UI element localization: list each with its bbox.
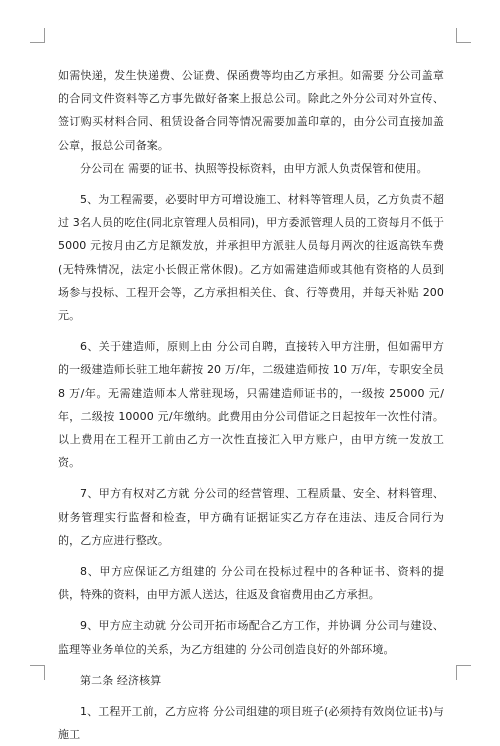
paragraph: 1、工程开工前，乙方应将 分公司组建的项目班子(必须持有效岗位证书)与施工 bbox=[58, 705, 444, 742]
paragraph: 5、为工程需要，必要时甲方可增设施工、材料等管理人员，乙方负责不超过 3名人员的吃住(同北京管理人员相同)，甲方委派管理人员的工资每月不低于 5000 元按月由乙方足额发放，并承担甲方派驻人员每月两次的往返高铁车费(无特殊情况，法定小长假正常休假)。乙方如需建造师或其他有资格的人员到场参与投标、工程开会等，乙方承担相关住、食、行等费用，并每天补贴 200 元。 bbox=[58, 193, 444, 323]
paragraph: 分公司在 需要的证书、执照等投标资料，由甲方派人负责保管和使用。 bbox=[80, 161, 428, 175]
paragraph: 9、甲方应主动就 分公司开拓市场配合乙方工作，并协调 分公司与建设、监理等业务单位的关系，为乙方组建的 分公司创造良好的外部环境。 bbox=[58, 619, 444, 656]
paragraph: 8、甲方应保证乙方组建的 分公司在投标过程中的各种证书、资料的提供，特殊的资料，由甲方派人送达，往返及食宿费用由乙方承担。 bbox=[58, 565, 444, 602]
crop-mark-top-right bbox=[456, 28, 471, 43]
paragraph: 如需快递，发生快递费、公证费、保函费等均由乙方承担。如需要 分公司盖章的合同文件资料等乙方事先做好备案上报总公司。除此之外分公司对外宣传、签订购买材料合同、租赁设备合同等情况需要加盖印章的，由分公司直接加盖公章，报总公司备案。 bbox=[58, 69, 444, 152]
crop-mark-bottom-right bbox=[456, 665, 471, 680]
paragraph: 7、甲方有权对乙方就 分公司的经营管理、工程质量、安全、材料管理、财务管理实行监督和检查，甲方确有证据证实乙方存在违法、违反合同行为的，乙方应进行整改。 bbox=[58, 487, 444, 547]
section-heading: 第二条 经济核算 bbox=[80, 673, 162, 687]
document-body bbox=[58, 64, 444, 746]
paragraph: 6、关于建造师，原则上由 分公司自聘，直接转入甲方注册，但如需甲方的一级建造师长驻工地年薪按 20 万/年，二级建造师按 10 万/年，专职安全员 8 万/年。无需建造师本人常驻现场，只需建造师证书的，一级按 25000 元/年，二级按 10000 元/年缴纳。此费用由分公司借证之日起按年一次性付清。以上费用在工程开工前由乙方一次性直接汇入甲方账户，由甲方统一发放工资。 bbox=[58, 340, 444, 470]
crop-mark-top-left bbox=[30, 28, 45, 43]
crop-mark-bottom-left bbox=[30, 665, 45, 680]
